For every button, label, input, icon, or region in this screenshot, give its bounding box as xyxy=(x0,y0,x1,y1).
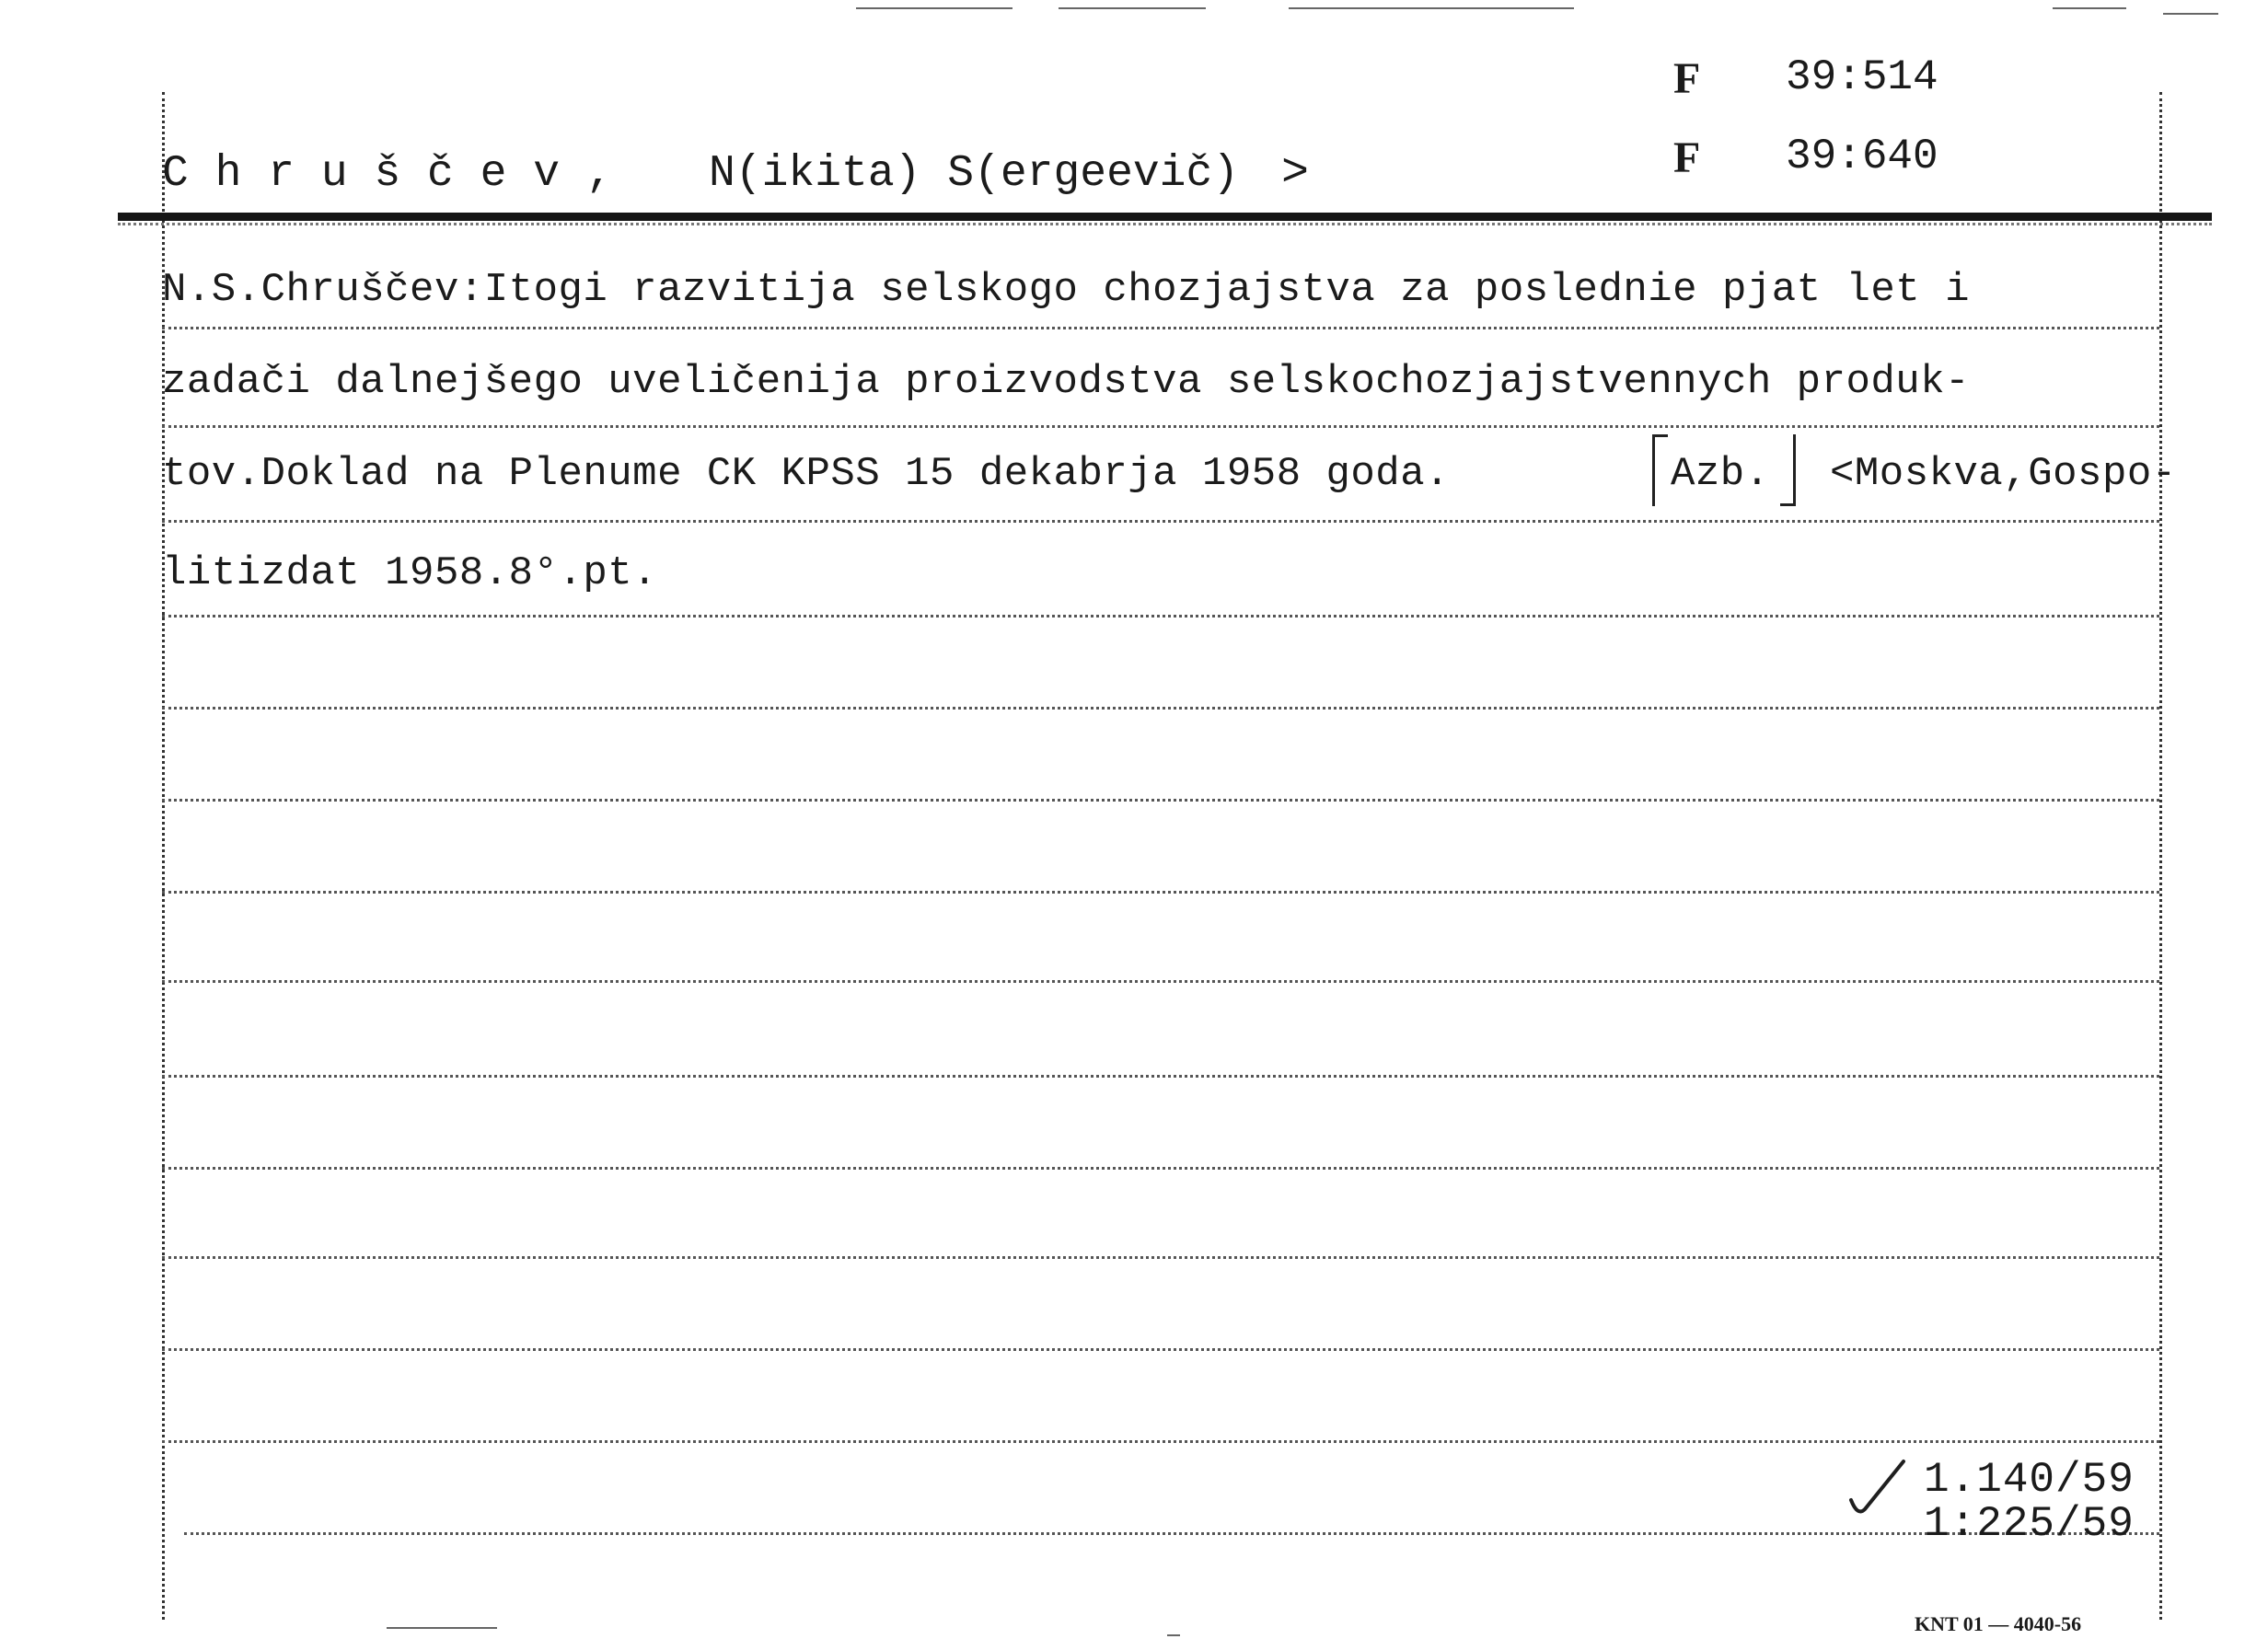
entry-line: tov.Doklad na Plenume CK KPSS 15 dekabrja 1958 goda. xyxy=(162,451,1451,497)
accession-number: 1.140/59 xyxy=(1924,1456,2135,1504)
top-edge-mark xyxy=(2053,7,2126,9)
imprint-tail: <Moskva,Gospo- xyxy=(1830,451,2177,497)
call-number-prefix: F xyxy=(1673,133,1701,182)
ruled-line xyxy=(162,707,2159,710)
accession-number: 1:225/59 xyxy=(1924,1500,2135,1548)
ruled-line xyxy=(162,327,2159,329)
heading-mark: > xyxy=(1281,147,1310,200)
heading-rule-dotted xyxy=(118,223,2212,225)
ruled-line xyxy=(162,1256,2159,1259)
ruled-line xyxy=(162,520,2159,523)
speck xyxy=(387,1627,497,1629)
top-edge-mark xyxy=(1059,7,1206,9)
left-margin-line xyxy=(162,92,165,1620)
call-number: 39:640 xyxy=(1786,133,1938,180)
entry-line: zadači dalnejšego uveličenija proizvodstva selskochozjajstvennych produk- xyxy=(162,359,1971,405)
entry-line: litizdat 1958.8°.pt. xyxy=(162,550,658,596)
top-edge-mark xyxy=(2163,13,2218,15)
bracket-note: Azb. xyxy=(1671,451,1770,497)
heading-rule xyxy=(118,213,2212,221)
top-edge-mark xyxy=(1289,7,1574,9)
ruled-line xyxy=(162,1075,2159,1078)
form-code: KNT 01 — 4040-56 xyxy=(1915,1612,2082,1635)
ruled-line xyxy=(162,615,2159,618)
ruled-line xyxy=(162,1348,2159,1351)
call-number-prefix: F xyxy=(1673,54,1701,103)
call-number: 39:514 xyxy=(1786,53,1938,101)
right-margin-line xyxy=(2159,92,2162,1620)
check-mark-icon xyxy=(1846,1454,1911,1518)
heading-given-names: N(ikita) S(ergeevič) xyxy=(709,149,1240,199)
heading-surname: C h r u š č e v , xyxy=(162,149,613,199)
ruled-line xyxy=(184,1532,2159,1535)
ruled-line xyxy=(162,1167,2159,1170)
ruled-line xyxy=(162,891,2159,894)
ruled-line xyxy=(162,1440,2159,1443)
entry-line: N.S.Chruščev:Itogi razvitija selskogo chozjajstva za poslednie pjat let i xyxy=(162,267,1971,313)
speck xyxy=(1167,1634,1180,1636)
ruled-line xyxy=(162,799,2159,802)
top-edge-mark xyxy=(856,7,1012,9)
ruled-line xyxy=(162,980,2159,983)
ruled-line xyxy=(162,425,2159,428)
